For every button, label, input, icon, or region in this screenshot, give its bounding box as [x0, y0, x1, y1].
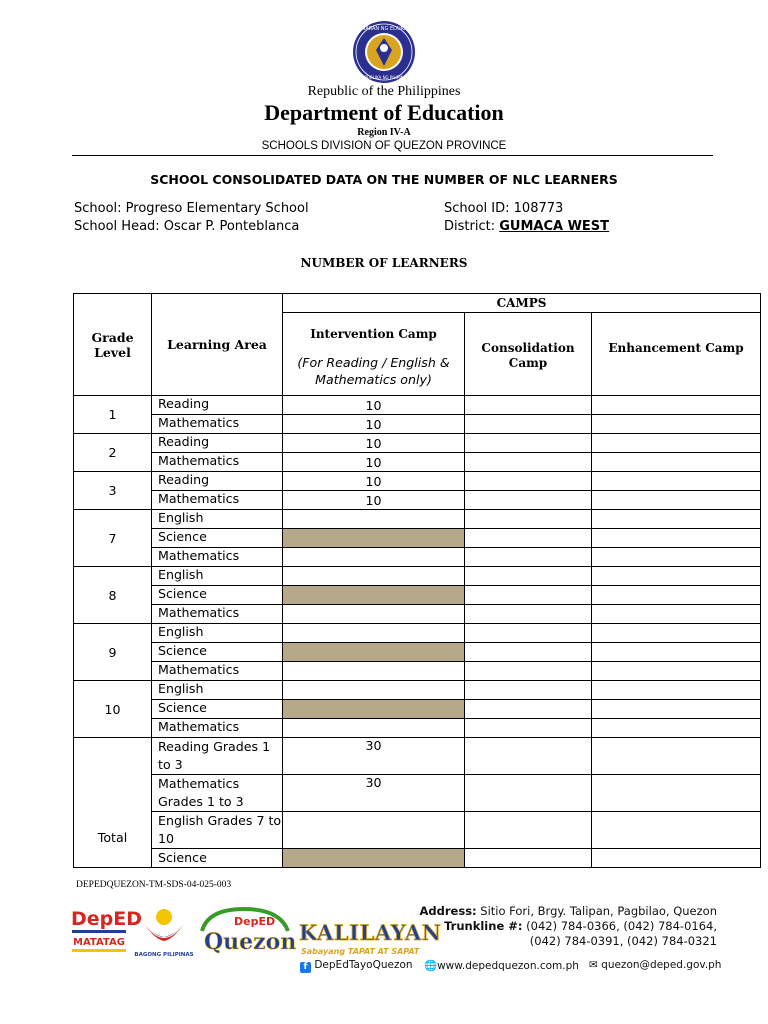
trunkline-value-1: (042) 784-0366, (042) 784-0164,	[526, 919, 717, 933]
republic-heading: Republic of the Philippines	[307, 84, 461, 99]
section-title: NUMBER OF LEARNERS	[300, 256, 468, 270]
footer-address-block	[420, 904, 717, 949]
consolidation-cell	[465, 453, 592, 472]
enhancement-cell	[592, 396, 761, 415]
table-row	[74, 700, 761, 719]
table-row	[74, 643, 761, 662]
district	[444, 219, 609, 234]
learning-area-cell: Mathematics	[152, 491, 283, 510]
learning-area-cell: English	[152, 624, 283, 643]
intervention-cell	[283, 849, 465, 868]
consolidation-cell	[465, 719, 592, 738]
email-contact[interactable]	[589, 959, 721, 971]
deped-matatag-logo	[70, 903, 143, 957]
enhancement-cell	[592, 472, 761, 491]
enhancement-cell	[592, 491, 761, 510]
grade-level-header: Grade Level	[74, 294, 152, 396]
table-row	[74, 415, 761, 434]
district-value: GUMACA WEST	[499, 219, 610, 234]
learning-area-cell: Mathematics	[152, 605, 283, 624]
grade-cell: 7	[74, 510, 152, 567]
learning-area-cell: Mathematics	[152, 548, 283, 567]
table-row	[74, 529, 761, 548]
website-contact[interactable]	[424, 959, 579, 972]
learning-area-cell: Reading	[152, 472, 283, 491]
consolidation-cell	[465, 812, 592, 849]
intervention-cell	[283, 605, 465, 624]
bagong-logo-text: BAGONG PILIPINAS	[134, 952, 194, 958]
grade-cell: 9	[74, 624, 152, 681]
consolidation-cell	[465, 434, 592, 453]
learning-area-cell: Science	[152, 700, 283, 719]
intervention-cell	[283, 586, 465, 605]
learning-area-cell: English	[152, 567, 283, 586]
facebook-contact[interactable]	[300, 959, 413, 973]
grade-cell: 10	[74, 681, 152, 738]
bagong-pilipinas-logo	[134, 903, 194, 959]
grade-cell: 3	[74, 472, 152, 510]
enhancement-cell	[592, 643, 761, 662]
school-name: School: Progreso Elementary School	[74, 201, 309, 216]
consolidation-cell	[465, 510, 592, 529]
consolidation-cell	[465, 700, 592, 719]
table-row	[74, 510, 761, 529]
enhancement-header: Enhancement Camp	[592, 313, 761, 396]
consolidation-cell	[465, 849, 592, 868]
grade-cell: 8	[74, 567, 152, 624]
learning-area-cell: Science	[152, 586, 283, 605]
intervention-cell	[283, 812, 465, 849]
consolidation-cell	[465, 643, 592, 662]
deped-quezon-top-text: DepED	[234, 915, 276, 928]
grade-cell: 1	[74, 396, 152, 434]
kalilayan-sub-text: Sabayang TAPAT AT SAPAT	[301, 947, 420, 956]
globe-icon: 🌐	[424, 960, 438, 972]
address-label: Address:	[419, 904, 477, 918]
learners-table	[73, 293, 761, 868]
learning-area-cell: Reading	[152, 434, 283, 453]
enhancement-cell	[592, 415, 761, 434]
header-divider	[72, 155, 713, 156]
enhancement-cell	[592, 586, 761, 605]
intervention-cell	[283, 643, 465, 662]
kalilayan-text: KALILAYAN	[299, 920, 441, 945]
camps-header: CAMPS	[283, 294, 761, 313]
consolidation-cell	[465, 624, 592, 643]
intervention-cell	[283, 529, 465, 548]
enhancement-cell	[592, 605, 761, 624]
intervention-cell: 10	[283, 472, 465, 491]
trunkline-line	[420, 919, 717, 934]
intervention-cell: 10	[283, 453, 465, 472]
enhancement-cell	[592, 567, 761, 586]
enhancement-cell	[592, 738, 761, 775]
table-row	[74, 605, 761, 624]
table-row	[74, 434, 761, 453]
enhancement-cell	[592, 719, 761, 738]
grade-cell: 2	[74, 434, 152, 472]
consolidation-cell	[465, 605, 592, 624]
envelope-icon: ✉	[589, 959, 598, 971]
intervention-cell: 30	[283, 775, 465, 812]
website-url: www.depedquezon.com.ph	[437, 960, 579, 972]
table-row	[74, 775, 761, 812]
consolidation-cell	[465, 681, 592, 700]
enhancement-cell	[592, 510, 761, 529]
enhancement-cell	[592, 434, 761, 453]
intervention-cell: 10	[283, 491, 465, 510]
learning-area-cell: Mathematics	[152, 662, 283, 681]
consolidation-cell	[465, 396, 592, 415]
document-title: SCHOOL CONSOLIDATED DATA ON THE NUMBER OF NLC LEARNERS	[150, 172, 618, 187]
consolidation-cell	[465, 738, 592, 775]
enhancement-cell	[592, 681, 761, 700]
intervention-header	[283, 313, 465, 396]
table-row	[74, 491, 761, 510]
consolidation-cell	[465, 415, 592, 434]
consolidation-cell	[465, 662, 592, 681]
quezon-logo-text: Quezon	[204, 929, 297, 955]
facebook-handle: DepEdTayoQuezon	[314, 959, 413, 971]
intervention-cell	[283, 681, 465, 700]
intervention-cell: 10	[283, 396, 465, 415]
table-row	[74, 719, 761, 738]
matatag-logo-text: MATATAG	[73, 937, 125, 948]
consolidation-header: Consolidation Camp	[465, 313, 592, 396]
intervention-note: (For Reading / English & Mathematics only)	[297, 355, 450, 387]
intervention-cell: 30	[283, 738, 465, 775]
enhancement-cell	[592, 529, 761, 548]
learning-area-cell: Science	[152, 643, 283, 662]
district-label: District:	[444, 219, 500, 234]
deped-logo-text: DepED	[71, 908, 143, 930]
consolidation-cell	[465, 548, 592, 567]
seal-text: KAGAWARAN NG EDUKASYON	[347, 26, 421, 32]
learning-area-cell: Mathematics	[152, 415, 283, 434]
email-address: quezon@deped.gov.ph	[601, 959, 722, 971]
table-row	[74, 849, 761, 868]
school-id: School ID: 108773	[444, 201, 564, 216]
enhancement-cell	[592, 548, 761, 567]
intervention-cell: 10	[283, 434, 465, 453]
consolidation-cell	[465, 472, 592, 491]
document-code: DEPEDQUEZON-TM-SDS-04-025-003	[76, 880, 232, 890]
learning-area-cell: Science	[152, 849, 283, 868]
table-row	[74, 738, 761, 775]
facebook-icon: f	[300, 962, 311, 973]
consolidation-cell	[465, 586, 592, 605]
trunkline-line-2: (042) 784-0391, (042) 784-0321	[529, 934, 717, 948]
learning-area-cell: Science	[152, 529, 283, 548]
intervention-cell	[283, 548, 465, 567]
deped-quezon-logo	[198, 905, 297, 957]
address-line	[420, 904, 717, 919]
enhancement-cell	[592, 812, 761, 849]
table-row	[74, 472, 761, 491]
learning-area-header: Learning Area	[152, 294, 283, 396]
table-row	[74, 624, 761, 643]
intervention-cell	[283, 567, 465, 586]
enhancement-cell	[592, 624, 761, 643]
learning-area-cell: English	[152, 681, 283, 700]
learning-area-cell: English Grades 7 to 10	[152, 812, 283, 849]
intervention-cell	[283, 719, 465, 738]
deped-seal-logo	[347, 20, 421, 84]
region-heading: Region IV-A	[357, 127, 411, 138]
enhancement-cell	[592, 453, 761, 472]
learning-area-cell: Mathematics Grades 1 to 3	[152, 775, 283, 812]
intervention-cell: 10	[283, 415, 465, 434]
learning-area-cell: Reading	[152, 396, 283, 415]
enhancement-cell	[592, 775, 761, 812]
learning-area-cell: Reading Grades 1 to 3	[152, 738, 283, 775]
school-head: School Head: Oscar P. Ponteblanca	[74, 219, 300, 234]
address-value: Sitio Fori, Brgy. Talipan, Pagbilao, Quezon	[480, 904, 717, 918]
enhancement-cell	[592, 700, 761, 719]
total-cell: Total	[74, 738, 152, 868]
learning-area-cell: Mathematics	[152, 719, 283, 738]
table-row	[74, 396, 761, 415]
consolidation-cell	[465, 529, 592, 548]
table-row	[74, 681, 761, 700]
learning-area-cell: English	[152, 510, 283, 529]
table-row	[74, 662, 761, 681]
table-row	[74, 586, 761, 605]
learning-area-cell: Mathematics	[152, 453, 283, 472]
intervention-camp-label: Intervention Camp	[310, 327, 437, 341]
enhancement-cell	[592, 662, 761, 681]
intervention-cell	[283, 662, 465, 681]
consolidation-cell	[465, 775, 592, 812]
table-row	[74, 548, 761, 567]
table-row	[74, 567, 761, 586]
seal-bottom-text: REPUBLIKA NG PILIPINAS	[359, 75, 409, 80]
intervention-cell	[283, 700, 465, 719]
consolidation-cell	[465, 491, 592, 510]
consolidation-cell	[465, 567, 592, 586]
intervention-cell	[283, 510, 465, 529]
trunkline-label: Trunkline #:	[444, 919, 523, 933]
intervention-cell	[283, 624, 465, 643]
division-heading: SCHOOLS DIVISION OF QUEZON PROVINCE	[261, 140, 507, 152]
department-heading: Department of Education	[264, 100, 504, 125]
table-row	[74, 453, 761, 472]
enhancement-cell	[592, 849, 761, 868]
table-row	[74, 812, 761, 849]
